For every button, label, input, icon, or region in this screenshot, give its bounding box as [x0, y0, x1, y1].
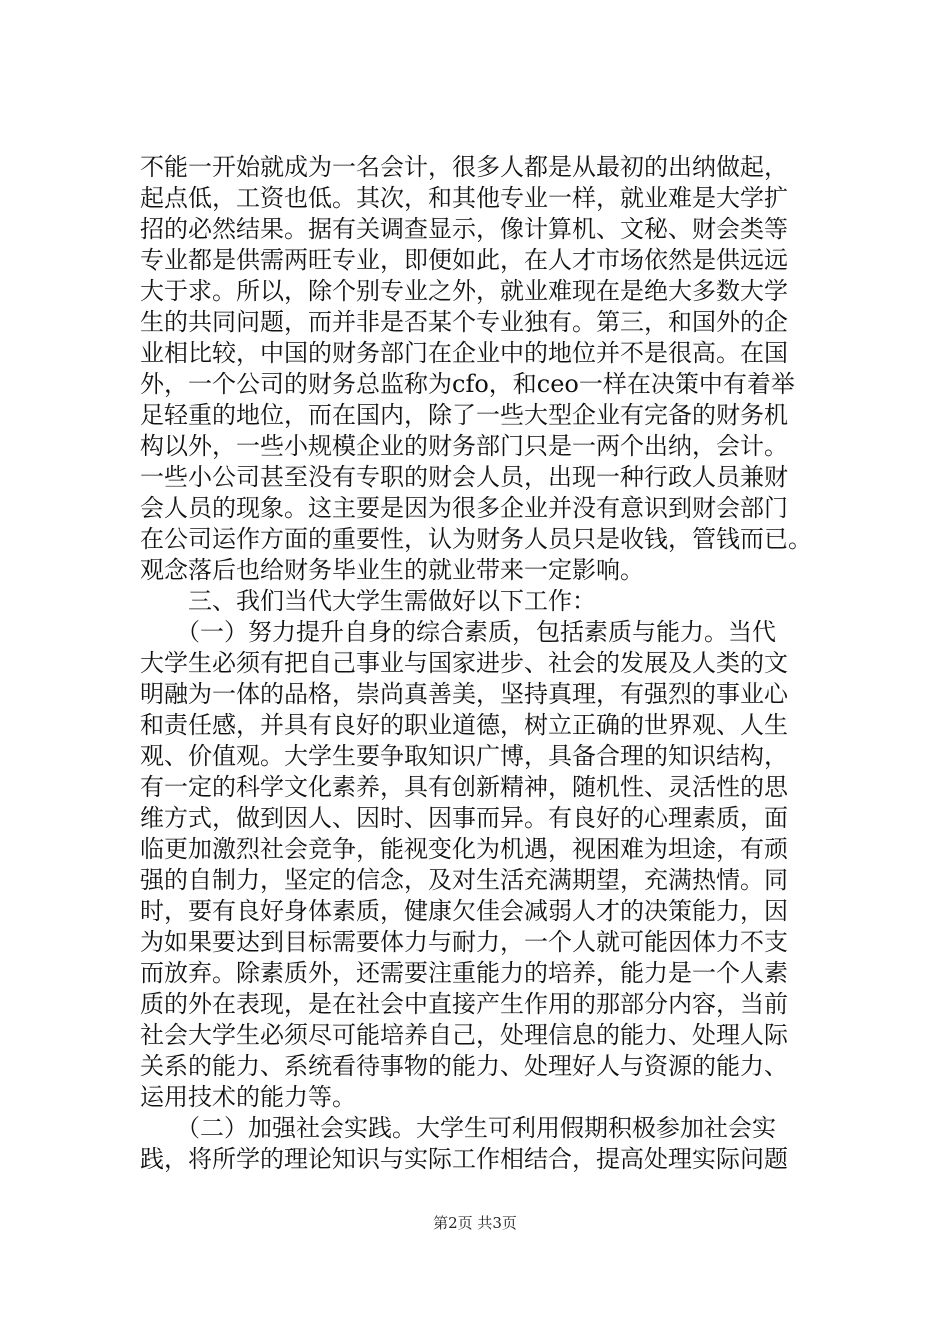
text-line: 运用技术的能力等。 — [140, 1083, 356, 1111]
text-line: 业相比较，中国的财务部门在企业中的地位并不是很高。在国 — [140, 339, 788, 367]
text-line: 有一定的科学文化素养，具有创新精神，随机性、灵活性的思 — [140, 773, 788, 801]
text-line: 时，要有良好身体素质，健康欠佳会减弱人才的决策能力，因 — [140, 897, 788, 925]
text-line: 足轻重的地位，而在国内，除了一些大型企业有完备的财务机 — [140, 401, 788, 429]
text-line: 构以外，一些小规模企业的财务部门只是一两个出纳，会计。 — [140, 432, 788, 460]
text-line: 践，将所学的理论知识与实际工作相结合，提高处理实际问题 — [140, 1145, 788, 1173]
page-footer: 第2页 共3页 — [433, 1214, 517, 1232]
section-heading: 三、我们当代大学生需做好以下工作： — [140, 587, 596, 615]
text-line: 起点低，工资也低。其次，和其他专业一样，就业难是大学扩 — [140, 184, 788, 212]
text-line: 强的自制力，坚定的信念，及对生活充满期望，充满热情。同 — [140, 866, 788, 894]
text-line: 专业都是供需两旺专业，即便如此，在人才市场依然是供远远 — [140, 246, 788, 274]
text-line: 观念落后也给财务毕业生的就业带来一定影响。 — [140, 556, 644, 584]
text-line: 质的外在表现，是在社会中直接产生作用的那部分内容，当前 — [140, 990, 788, 1018]
body-text — [140, 152, 840, 1175]
text-line: （一）努力提升自身的综合素质，包括素质与能力。当代 — [140, 618, 776, 646]
text-line: 关系的能力、系统看待事物的能力、处理好人与资源的能力、 — [140, 1052, 788, 1080]
text-line: 和责任感，并具有良好的职业道德，树立正确的世界观、人生 — [140, 711, 788, 739]
text-line: 而放弃。除素质外，还需要注重能力的培养，能力是一个人素 — [140, 959, 788, 987]
text-line: 社会大学生必须尽可能培养自己，处理信息的能力、处理人际 — [140, 1021, 788, 1049]
text-line: 生的共同问题，而并非是否某个专业独有。第三，和国外的企 — [140, 308, 788, 336]
text-line: 会人员的现象。这主要是因为很多企业并没有意识到财会部门 — [140, 494, 788, 522]
text-line: 在公司运作方面的重要性，认为财务人员只是收钱，管钱而已。 — [140, 525, 812, 553]
text-line: 临更加激烈社会竞争，能视变化为机遇，视困难为坦途，有顽 — [140, 835, 788, 863]
text-line: 外，一个公司的财务总监称为cfo，和ceo一样在决策中有着举 — [140, 370, 795, 398]
text-line: 观、价值观。大学生要争取知识广博，具备合理的知识结构， — [140, 742, 788, 770]
text-line: 招的必然结果。据有关调查显示，像计算机、文秘、财会类等 — [140, 215, 788, 243]
text-line: 一些小公司甚至没有专职的财会人员，出现一种行政人员兼财 — [140, 463, 788, 491]
text-line: 明融为一体的品格，崇尚真善美，坚持真理，有强烈的事业心 — [140, 680, 788, 708]
text-line: 不能一开始就成为一名会计，很多人都是从最初的出纳做起， — [140, 153, 788, 181]
text-line: 维方式，做到因人、因时、因事而异。有良好的心理素质，面 — [140, 804, 788, 832]
text-line: 大学生必须有把自己事业与国家进步、社会的发展及人类的文 — [140, 649, 788, 677]
text-line: 大于求。所以，除个别专业之外，就业难现在是绝大多数大学 — [140, 277, 788, 305]
text-line: （二）加强社会实践。大学生可利用假期积极参加社会实 — [140, 1114, 776, 1142]
text-line: 为如果要达到目标需要体力与耐力，一个人就可能因体力不支 — [140, 928, 788, 956]
